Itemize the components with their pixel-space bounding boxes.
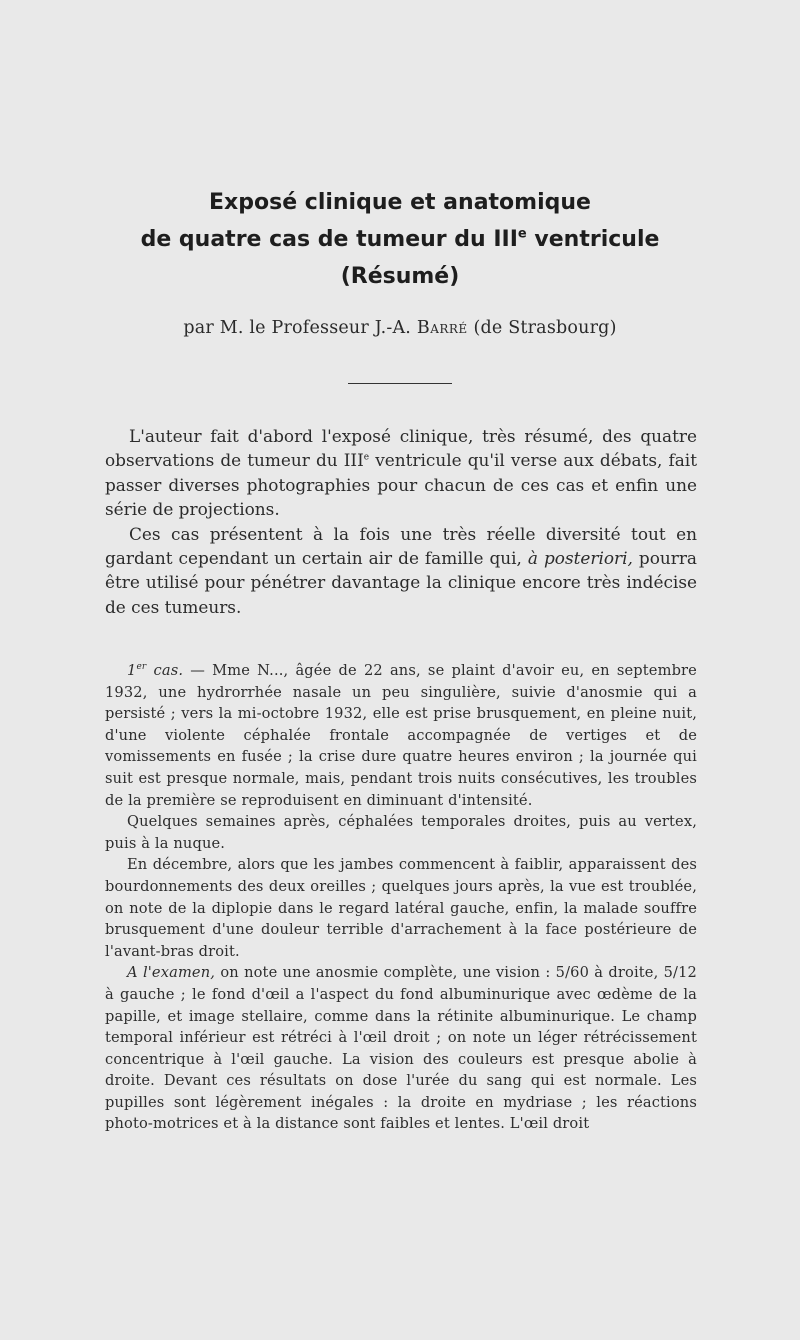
case-1-paragraph-4 [105, 962, 697, 1135]
intro-section [105, 424, 697, 619]
byline-prefix: par M. le Professeur J.-A. [183, 318, 417, 338]
author-name: Barré [416, 318, 468, 338]
title-line-2-end: ventricule [526, 227, 660, 252]
case-1-exam-label: A l'examen, [127, 964, 216, 982]
case-1-label-number: 1 [127, 662, 137, 679]
title-line-2-text: de quatre cas de tumeur du III [140, 227, 518, 252]
case-1-label [127, 662, 183, 679]
case-1-paragraph-3: En décembre, alors que les jambes commencent à faiblir, apparaissent des bourdonnements des deux oreilles ; quelques jours après, la vue est troublée, on note de la diplopie dans le regard latéral gauche, enfin, la malade souffre brusquement d'une douleur terrible d'arrachement à la face postérieure de l'avant-bras droit. [105, 856, 697, 960]
title-line-3: (Résumé) [340, 264, 460, 289]
case-1-paragraph-1 [105, 660, 697, 811]
title-line-2 [0, 221, 800, 258]
intro-paragraph-1 [105, 424, 697, 522]
case-1-label-word: cas. [146, 662, 184, 679]
intro-p1-text-a: L'auteur fait d'abord l'exposé clinique, très résumé, des quatre observations de tumeur du III [105, 426, 697, 471]
intro-paragraph-2 [105, 522, 697, 620]
case-1-p4-text: on note une anosmie complète, une vision : 5/60 à droite, 5/12 à gauche ; le fond d'œil a l'aspect du fond albuminurique avec œdème de la papille, et image stellaire, comme dans la rétinite albuminurique. Le champ temporal inférieur est rétréci à l'œil droit ; on note un léger rétrécissement concentrique à l'œil gauche. La vision des couleurs est presque abolie à droite. Devant ces résultats on dose l'urée du sang qui est normale. Les pupilles sont légèrement inégales : la droite en mydriase ; les réactions photo-motrices et à la distance sont faibles et lentes. L'œil droit [105, 964, 697, 1133]
case-1-label-superscript: er [136, 662, 147, 673]
case-1-p1-text: — Mme N..., âgée de 22 ans, se plaint d'avoir eu, en septembre 1932, une hydrorrhée nasale un peu singulière, suivie d'anosmie qui a persisté ; vers la mi-octobre 1932, elle est prise brusquement, en pleine nuit, d'une violente céphalée frontale accompagnée de vertiges et de vomissements en fusée ; la crise dure quatre heures environ ; la journée qui suit est presque normale, mais, pendant trois nuits consécutives, les troubles de la première se reproduisent en diminuant d'intensité. [105, 662, 697, 809]
title-superscript: e [517, 226, 527, 242]
case-1-section [105, 660, 697, 1135]
title-line-1: Exposé clinique et anatomique [209, 190, 591, 215]
intro-p2-text-b: pourra être utilisé pour pénétrer davantage la clinique encore très indécise de ces tumeurs. [105, 548, 697, 617]
intro-p2-text-a: Ces cas présentent à la fois une très réelle diversité tout en gardant cependant un certain air de famille qui, [105, 523, 697, 569]
intro-p2-italic: à posteriori, [527, 548, 633, 569]
byline-suffix: (de Strasbourg) [467, 318, 617, 338]
intro-p1-superscript: e [363, 452, 370, 463]
intro-p1-text-b: ventricule qu'il verse aux débats, fait passer diverses photographies pour chacun de ces cas et enfin une série de projections. [105, 450, 697, 520]
byline [0, 318, 800, 338]
case-1-paragraph-2: Quelques semaines après, céphalées temporales droites, puis au vertex, puis à la nuque. [105, 813, 697, 852]
article-title [0, 184, 800, 295]
divider-rule [348, 383, 452, 384]
